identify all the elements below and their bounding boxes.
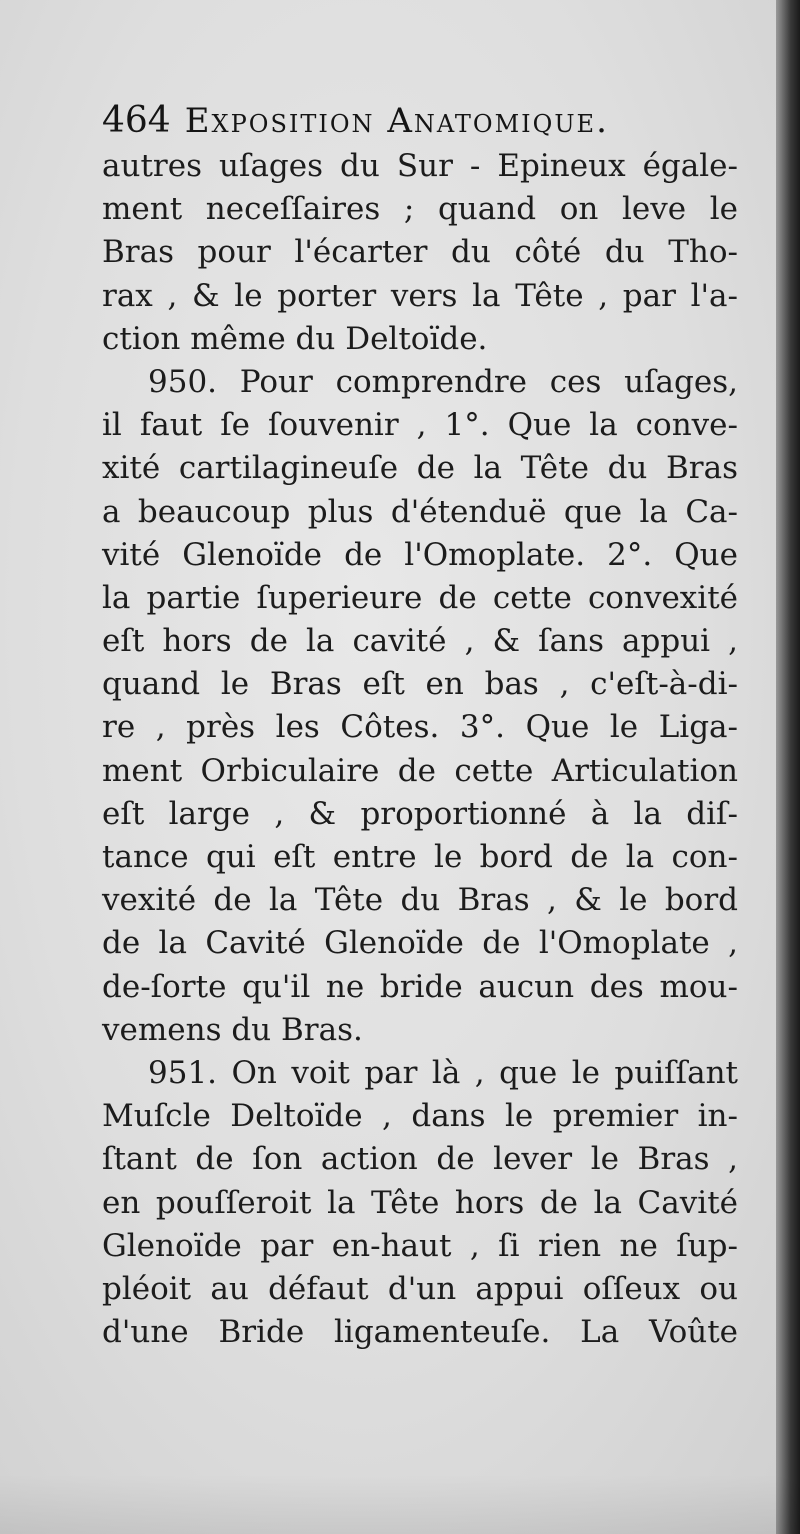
text-line: ſtant de ſon action de lever le Bras , (102, 1141, 738, 1178)
running-title: Exposition Anatomique. (184, 101, 609, 141)
text-line: Muſcle Deltoïde , dans le premier in- (102, 1098, 738, 1135)
text-line: autres uſages du Sur - Epineux égale- (102, 148, 738, 184)
page-bottom-shade (0, 1474, 800, 1534)
text-line: ment Orbiculaire de cette Articulation (102, 752, 738, 789)
page-header (102, 100, 742, 150)
text-line: eſt hors de la cavité , & ſans appui , (102, 623, 738, 660)
text-line: ction même du Deltoïde. (102, 320, 488, 357)
body-text (102, 145, 738, 1354)
text-line: la partie ſuperieure de cette convexité (102, 579, 738, 616)
text-line: Bras pour l'écarter du côté du Tho- (102, 234, 738, 271)
text-line: vemens du Bras. (102, 1011, 363, 1048)
text-line: xité cartilagineuſe de la Tête du Bras (102, 450, 738, 487)
text-line: eſt large , & proportionné à la diſ- (102, 795, 738, 832)
paragraph-951-start: 951. On voit par là , que le puiſſant (148, 1054, 738, 1091)
text-line: d'une Bride ligamenteuſe. La Voûte (102, 1314, 738, 1351)
page-number: 464 (102, 100, 171, 141)
text-line: vité Glenoïde de l'Omoplate. 2°. Que (102, 536, 738, 573)
text-line: quand le Bras eſt en bas , c'eſt-à-di- (102, 666, 738, 703)
page-edge-shadow (776, 0, 800, 1534)
text-line: rax , & le porter vers la Tête , par l'a- (102, 277, 738, 314)
text-line: pléoit au défaut d'un appui oſſeux ou (102, 1270, 738, 1307)
text-line: a beaucoup plus d'étenduë que la Ca- (102, 493, 738, 530)
text-line: en pouſſeroit la Tête hors de la Cavité (102, 1184, 738, 1221)
text-line: il faut ſe ſouvenir , 1°. Que la conve- (102, 407, 738, 444)
text-line: vexité de la Tête du Bras , & le bord (102, 882, 738, 919)
paragraph-950-start: 950. Pour comprendre ces uſages, (148, 363, 738, 400)
text-line: de la Cavité Glenoïde de l'Omoplate , (102, 925, 738, 962)
text-line: de-ſorte qu'il ne bride aucun des mou- (102, 968, 738, 1005)
text-line: ment neceſſaires ; quand on leve le (102, 191, 738, 228)
text-line: Glenoïde par en-haut , ſi rien ne ſup- (102, 1227, 738, 1264)
text-line: re , près les Côtes. 3°. Que le Liga- (102, 709, 738, 746)
text-line: tance qui eſt entre le bord de la con- (102, 839, 738, 875)
